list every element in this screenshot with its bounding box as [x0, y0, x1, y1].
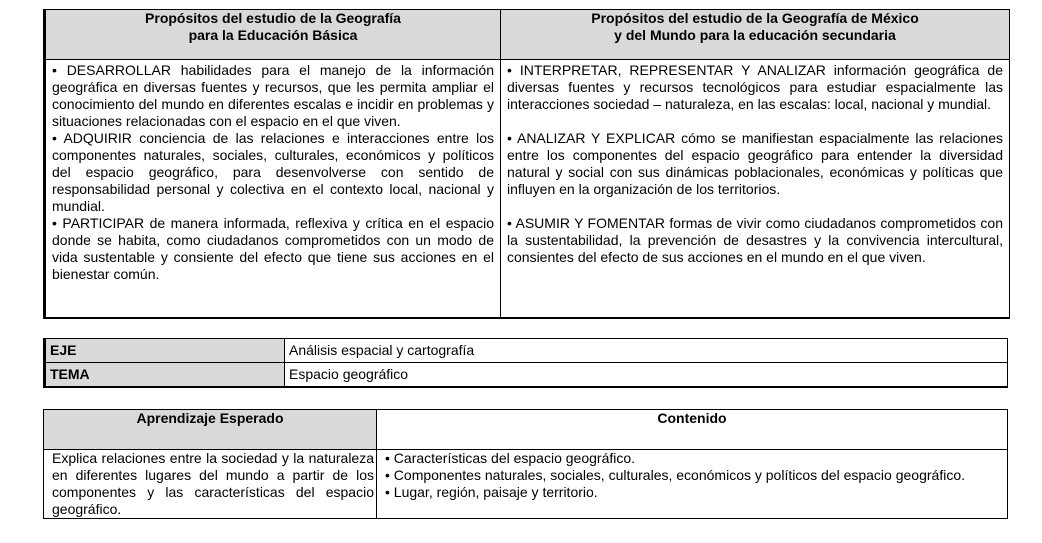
content-item: • Componentes naturales, sociales, culturales, económicos y políticos del espacio geográfico. [385, 467, 965, 483]
tema-value: Espacio geográfico [285, 363, 1008, 388]
basic-education-purposes-cell [45, 60, 501, 319]
expected-learning-text: Explica relaciones entre la sociedad y la naturaleza en diferentes lugares del mundo a partir de los componentes y las características del espacio geográfico. [52, 450, 374, 517]
eje-label: EJE [45, 339, 285, 363]
header-line: para la Educación Básica [188, 27, 358, 43]
purpose-item: • INTERPRETAR, REPRESENTAR Y ANALIZAR información geográfica de diversas fuentes y recursos tecnológicos para estudiar espacialmente las interacciones sociedad – naturaleza, en las escalas: local, nacional y mundial. [507, 62, 1003, 112]
tema-label: TEMA [45, 363, 285, 388]
purpose-item: • DESARROLLAR habilidades para el manejo de la información geográfica en diversas fuentes y recursos, que les permita ampliar el conocimiento del mundo en diferentes escalas e incidir en problemas y situaciones relacionadas con el espacio en el que viven. [52, 62, 494, 129]
header-line: Propósitos del estudio de la Geografía [145, 10, 401, 26]
secondary-purposes-header [501, 10, 1010, 60]
header-line: Propósitos del estudio de la Geografía de México [591, 10, 919, 26]
axis-topic-table [43, 338, 1008, 388]
basic-education-purposes-header [45, 10, 501, 60]
content-item: • Lugar, región, paisaje y territorio. [385, 484, 598, 500]
expected-learning-cell [44, 450, 377, 519]
content-item: • Características del espacio geográfico. [385, 450, 636, 466]
purpose-item: • PARTICIPAR de manera informada, reflexiva y crítica en el espacio donde se habita, como ciudadanos comprometidos con un modo de vida sustentable y consiente del efecto que tiene sus acciones en el bienestar común. [52, 215, 494, 282]
eje-value: Análisis espacial y cartografía [285, 339, 1008, 363]
expected-learning-header: Aprendizaje Esperado [44, 410, 377, 450]
purposes-table [43, 9, 1010, 319]
purpose-item: • ADQUIRIR conciencia de las relaciones e interacciones entre los componentes naturales, sociales, culturales, económicos y políticos del espacio geográfico, para desenvolverse con sentido de responsabilidad personal y colectiva en el contexto local, nacional y mundial. [52, 130, 494, 214]
secondary-purposes-cell [501, 60, 1010, 319]
learning-table [43, 409, 1008, 519]
purpose-item: • ANALIZAR Y EXPLICAR cómo se manifiestan espacialmente las relaciones entre los componentes del espacio geográfico para entender la diversidad natural y social con sus dinámicas poblacionales, económicas y políticas que influyen en la organización de los territorios. [507, 130, 1003, 197]
header-line: y del Mundo para la educación secundaria [614, 27, 896, 43]
purpose-item: • ASUMIR Y FOMENTAR formas de vivir como ciudadanos comprometidos con la sustentabilidad, la prevención de desastres y la convivencia intercultural, consientes del efecto de sus acciones en el mundo en el que viven. [507, 215, 1003, 265]
content-cell [377, 450, 1008, 519]
content-header: Contenido [377, 410, 1008, 450]
